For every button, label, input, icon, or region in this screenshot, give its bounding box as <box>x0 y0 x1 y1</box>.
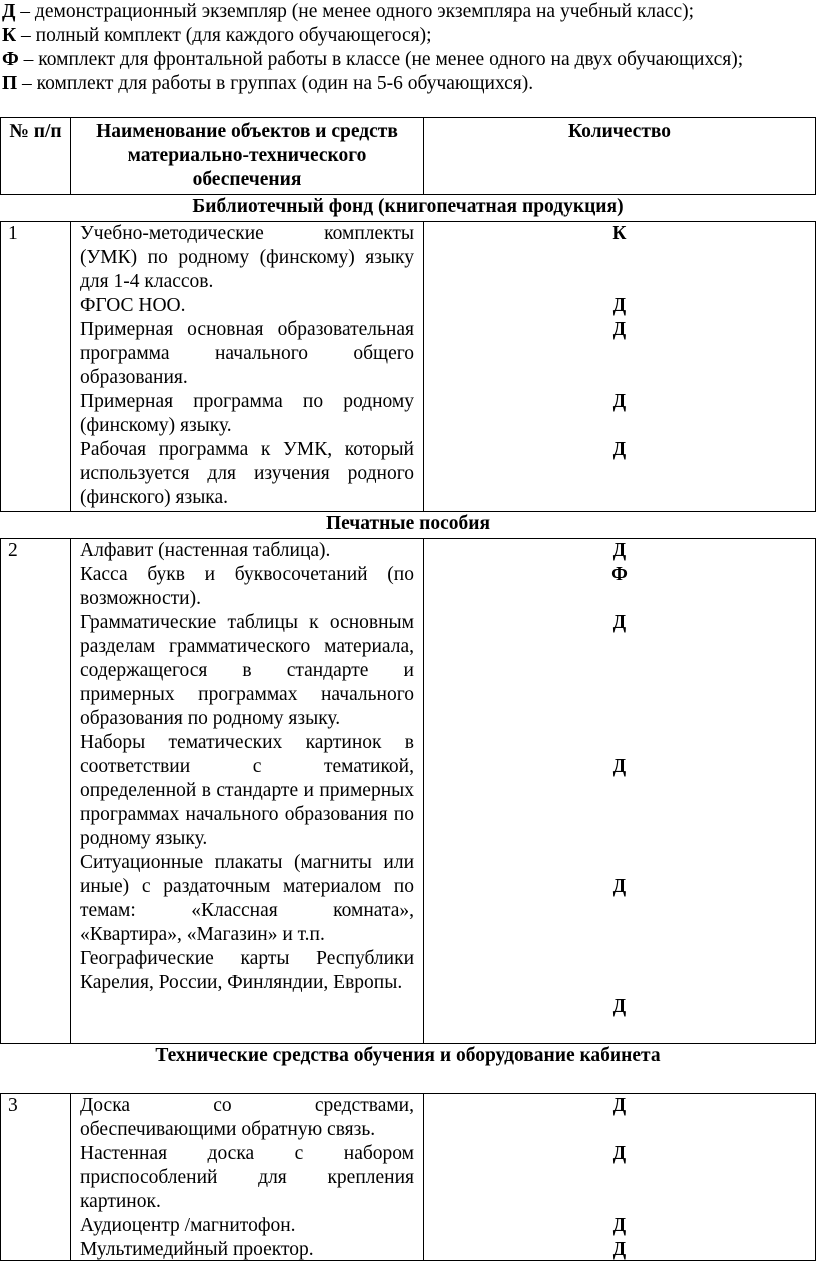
list-item: Аудиоцентр /магнитофон. <box>80 1215 296 1236</box>
section-title: Технические средства обучения и оборудование кабинета <box>0 1043 816 1093</box>
list-item: Примерная программа по родному (финскому) языку. <box>80 391 414 436</box>
list-item: Мультимедийный проектор. <box>80 1239 314 1260</box>
section-title: Печатные пособия <box>0 511 816 538</box>
legend-letter: П <box>2 73 18 94</box>
legend-letter: К <box>2 25 17 46</box>
qty-value: Д <box>612 391 627 412</box>
legend-line-d <box>2 0 814 24</box>
table-header <box>0 117 816 194</box>
header-qty: Количество <box>567 121 672 142</box>
qty-value: Д <box>612 540 627 561</box>
list-item: Алфавит (настенная таблица). <box>80 540 331 561</box>
qty-value: Д <box>612 1095 627 1116</box>
qty-value: Ф <box>611 564 628 585</box>
row-number: 3 <box>8 1095 18 1116</box>
table-row <box>0 538 816 1043</box>
legend-letter: Д <box>2 1 16 22</box>
legend-text: – полный комплект (для каждого обучающегося); <box>16 25 432 46</box>
list-item: Учебно-методические комплекты (УМК) по родному (финскому) языку для 1-4 классов. <box>80 223 414 292</box>
table-row <box>0 221 816 511</box>
qty-value: Д <box>612 1239 627 1260</box>
section-title: Библиотечный фонд (книгопечатная продукция) <box>0 194 816 221</box>
header-num: № п/п <box>9 121 62 142</box>
item-list <box>80 222 414 510</box>
legend-text: – комплект для фронтальной работы в классе (не менее одного на двух обучающихся); <box>18 49 744 70</box>
legend-text: – демонстрационный экземпляр (не менее одного экземпляра на учебный класс); <box>15 1 695 22</box>
row-number: 2 <box>8 540 18 561</box>
list-item: ФГОС НОО. <box>80 295 186 316</box>
qty-value: Д <box>612 319 627 340</box>
qty-value: Д <box>612 612 627 633</box>
table-row <box>0 1093 816 1260</box>
qty-value: Д <box>612 439 627 460</box>
qty-value: Д <box>612 1143 627 1164</box>
list-item: Касса букв и буквосочетаний (по возможности). <box>80 564 414 609</box>
list-item: Ситуационные плакаты (магниты или иные) с раздаточным материалом по темам: «Классная комната», «Квартира», «Магазин» и т.п. <box>80 852 414 945</box>
equipment-table <box>0 117 816 1261</box>
qty-value: Д <box>612 876 627 897</box>
qty-value: Д <box>612 295 627 316</box>
list-item: Географические карты Республики Карелия, России, Финляндии, Европы. <box>80 948 414 993</box>
qty-value: Д <box>612 1215 627 1236</box>
qty-value: Д <box>612 756 627 777</box>
legend-letter: Ф <box>2 49 19 70</box>
legend <box>2 0 814 96</box>
list-item: Грамматические таблицы к основным разделам грамматического материала, содержащегося в стандарте и примерных программах начального образования по родному языку. <box>80 612 414 729</box>
list-item: Наборы тематических картинок в соответствии с тематикой, определенной в стандарте и примерных программах начального образования по родному языку. <box>80 732 414 849</box>
row-number: 1 <box>8 223 18 244</box>
item-list <box>80 1094 414 1262</box>
qty-value: Д <box>612 996 627 1017</box>
legend-text: – комплект для работы в группах (один на 5-6 обучающихся). <box>17 73 534 94</box>
legend-line-k <box>2 24 814 48</box>
qty-value: К <box>612 223 627 244</box>
list-item: Рабочая программа к УМК, который используется для изучения родного (финского) языка. <box>80 439 414 508</box>
header-name: Наименование объектов и средств материально-технического обеспечения <box>96 121 398 190</box>
list-item: Настенная доска с набором приспособлений для крепления картинок. <box>80 1143 414 1212</box>
list-item: Примерная основная образовательная программа начального общего образования. <box>80 319 414 388</box>
item-list <box>80 539 414 995</box>
legend-line-f <box>2 48 814 72</box>
list-item: Доска со средствами, обеспечивающими обратную связь. <box>80 1095 414 1140</box>
legend-line-p <box>2 72 814 96</box>
